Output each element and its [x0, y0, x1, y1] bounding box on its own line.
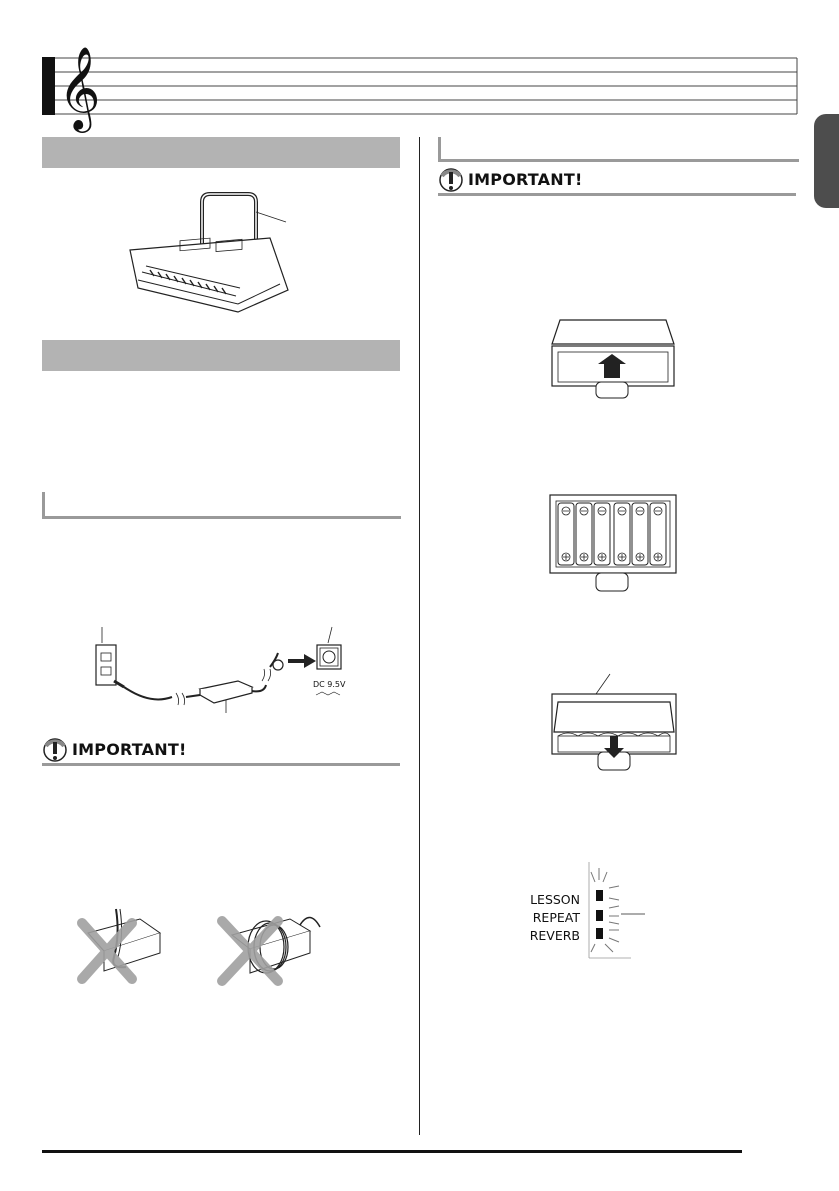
column-divider	[419, 137, 420, 1135]
language-tab[interactable]	[814, 114, 839, 208]
lamp-label-repeat: REPEAT	[532, 910, 580, 925]
important-label: IMPORTANT!	[468, 170, 583, 189]
important-box-right	[438, 167, 796, 196]
battery-insert-illustration	[548, 493, 678, 595]
section-bar-power	[42, 340, 400, 371]
important-label: IMPORTANT!	[72, 740, 187, 759]
subhead-batteries	[438, 137, 799, 162]
treble-clef-icon: 𝄞	[58, 45, 101, 129]
important-warning-icon	[438, 167, 464, 193]
important-warning-icon	[42, 737, 68, 763]
cord-wrapping-prohibited-illustrations	[70, 905, 340, 995]
adaptor-jack-label: DC 9.5V	[313, 680, 346, 689]
section-bar-music-stand	[42, 137, 400, 168]
lamp-label-reverb: REVERB	[529, 928, 580, 943]
battery-cover-open-illustration	[548, 316, 678, 401]
lamp-indicator-illustration	[585, 858, 660, 962]
lamp-label-lesson: LESSON	[530, 892, 580, 907]
subhead-ac-adaptor	[42, 492, 401, 519]
page-bottom-rule	[42, 1150, 742, 1153]
staff-lines	[0, 0, 839, 130]
keyboard-music-stand-illustration	[120, 180, 300, 320]
ac-adaptor-illustration	[80, 625, 360, 720]
important-box-left	[42, 737, 400, 766]
battery-cover-close-illustration	[548, 672, 688, 774]
